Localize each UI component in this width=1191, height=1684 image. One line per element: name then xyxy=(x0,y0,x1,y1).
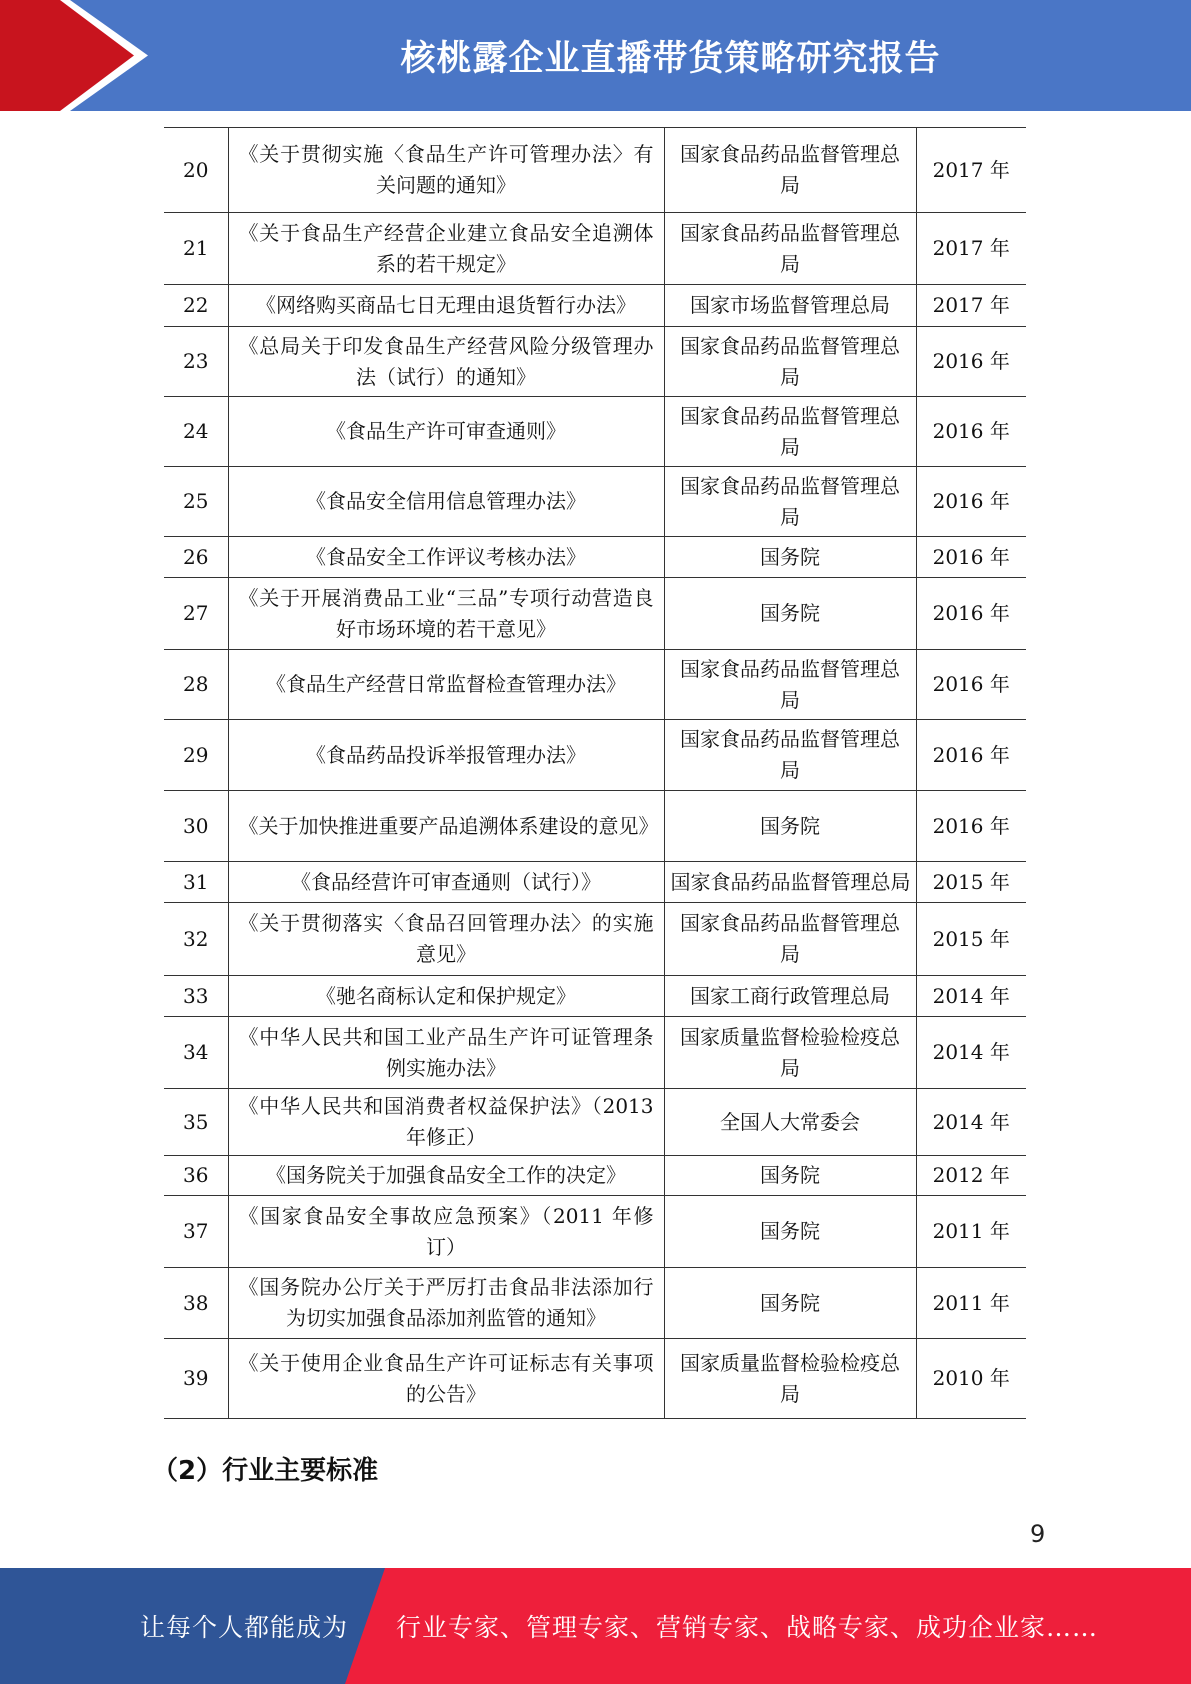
issue-year: 2017 年 xyxy=(916,285,1026,327)
issuing-authority: 国家食品药品监督管理总局 xyxy=(664,327,916,397)
regulations-table xyxy=(164,127,1026,1419)
regulation-title: 《关于开展消费品工业“三品”专项行动营造良好市场环境的若干意见》 xyxy=(228,578,664,650)
issuing-authority: 国务院 xyxy=(664,1196,916,1268)
regulation-title: 《关于使用企业食品生产许可证标志有关事项的公告》 xyxy=(228,1339,664,1419)
regulation-title: 《驰名商标认定和保护规定》 xyxy=(228,976,664,1017)
row-number: 39 xyxy=(164,1339,228,1419)
table-row xyxy=(164,903,1026,976)
row-number: 29 xyxy=(164,720,228,791)
row-number: 27 xyxy=(164,578,228,650)
regulation-title: 《国务院关于加强食品安全工作的决定》 xyxy=(228,1156,664,1196)
row-number: 30 xyxy=(164,791,228,862)
table-row xyxy=(164,1339,1026,1419)
header-banner xyxy=(0,0,1191,111)
table-row xyxy=(164,327,1026,397)
table-row xyxy=(164,213,1026,285)
regulation-title: 《食品安全信用信息管理办法》 xyxy=(228,467,664,537)
report-title: 核桃露企业直播带货策略研究报告 xyxy=(400,38,941,79)
issue-year: 2016 年 xyxy=(916,537,1026,578)
issue-year: 2017 年 xyxy=(916,128,1026,213)
row-number: 33 xyxy=(164,976,228,1017)
table-row xyxy=(164,128,1026,213)
issue-year: 2012 年 xyxy=(916,1156,1026,1196)
regulation-title: 《关于加快推进重要产品追溯体系建设的意见》 xyxy=(228,791,664,862)
footer-banner xyxy=(0,1568,1191,1684)
table-row xyxy=(164,397,1026,467)
issuing-authority: 国家食品药品监督管理总局 xyxy=(664,903,916,976)
regulation-title: 《关于食品生产经营企业建立食品安全追溯体系的若干规定》 xyxy=(228,213,664,285)
issue-year: 2016 年 xyxy=(916,720,1026,791)
issuing-authority: 国务院 xyxy=(664,1268,916,1339)
table-row xyxy=(164,1196,1026,1268)
issue-year: 2016 年 xyxy=(916,327,1026,397)
row-number: 28 xyxy=(164,650,228,720)
regulation-title: 《中华人民共和国工业产品生产许可证管理条例实施办法》 xyxy=(228,1017,664,1089)
row-number: 32 xyxy=(164,903,228,976)
regulations-table-wrapper xyxy=(164,127,1026,1419)
regulation-title: 《中华人民共和国消费者权益保护法》（2013 年修正） xyxy=(228,1089,664,1156)
issuing-authority: 国家食品药品监督管理总局 xyxy=(664,720,916,791)
issue-year: 2014 年 xyxy=(916,1017,1026,1089)
table-row xyxy=(164,650,1026,720)
table-row xyxy=(164,285,1026,327)
table-row xyxy=(164,1017,1026,1089)
issuing-authority: 国家食品药品监督管理总局 xyxy=(664,213,916,285)
issue-year: 2011 年 xyxy=(916,1196,1026,1268)
issuing-authority: 全国人大常委会 xyxy=(664,1089,916,1156)
issue-year: 2011 年 xyxy=(916,1268,1026,1339)
issue-year: 2014 年 xyxy=(916,976,1026,1017)
table-row xyxy=(164,578,1026,650)
table-row xyxy=(164,1089,1026,1156)
section-heading: （2）行业主要标准 xyxy=(152,1456,379,1486)
table-row xyxy=(164,1268,1026,1339)
table-row xyxy=(164,976,1026,1017)
table-row xyxy=(164,1156,1026,1196)
row-number: 36 xyxy=(164,1156,228,1196)
issue-year: 2010 年 xyxy=(916,1339,1026,1419)
page-number: 9 xyxy=(1030,1520,1046,1548)
issuing-authority: 国务院 xyxy=(664,1156,916,1196)
issue-year: 2016 年 xyxy=(916,397,1026,467)
table-row xyxy=(164,467,1026,537)
issuing-authority: 国家市场监督管理总局 xyxy=(664,285,916,327)
issuing-authority: 国务院 xyxy=(664,578,916,650)
issuing-authority: 国务院 xyxy=(664,791,916,862)
regulation-title: 《食品生产许可审查通则》 xyxy=(228,397,664,467)
issuing-authority: 国务院 xyxy=(664,537,916,578)
issue-year: 2016 年 xyxy=(916,791,1026,862)
row-number: 25 xyxy=(164,467,228,537)
row-number: 34 xyxy=(164,1017,228,1089)
chevron-arrow-icon xyxy=(0,0,160,111)
regulation-title: 《总局关于印发食品生产经营风险分级管理办法（试行）的通知》 xyxy=(228,327,664,397)
regulation-title: 《关于贯彻实施〈食品生产许可管理办法〉有关问题的通知》 xyxy=(228,128,664,213)
row-number: 21 xyxy=(164,213,228,285)
regulation-title: 《食品经营许可审查通则（试行）》 xyxy=(228,862,664,903)
issue-year: 2015 年 xyxy=(916,862,1026,903)
regulation-title: 《国务院办公厅关于严厉打击食品非法添加行为切实加强食品添加剂监管的通知》 xyxy=(228,1268,664,1339)
issuing-authority: 国家食品药品监督管理总局 xyxy=(664,650,916,720)
issuing-authority: 国家工商行政管理总局 xyxy=(664,976,916,1017)
row-number: 35 xyxy=(164,1089,228,1156)
issue-year: 2016 年 xyxy=(916,650,1026,720)
issuing-authority: 国家质量监督检验检疫总局 xyxy=(664,1339,916,1419)
row-number: 31 xyxy=(164,862,228,903)
row-number: 23 xyxy=(164,327,228,397)
regulation-title: 《国家食品安全事故应急预案》（2011 年修订） xyxy=(228,1196,664,1268)
issuing-authority: 国家食品药品监督管理总局 xyxy=(664,467,916,537)
row-number: 37 xyxy=(164,1196,228,1268)
issuing-authority: 国家质量监督检验检疫总局 xyxy=(664,1017,916,1089)
row-number: 22 xyxy=(164,285,228,327)
issue-year: 2016 年 xyxy=(916,578,1026,650)
footer-slogan-right: 行业专家、管理专家、营销专家、战略专家、成功企业家…… xyxy=(396,1613,1099,1642)
row-number: 24 xyxy=(164,397,228,467)
table-row xyxy=(164,791,1026,862)
issue-year: 2015 年 xyxy=(916,903,1026,976)
issuing-authority: 国家食品药品监督管理总局 xyxy=(664,128,916,213)
row-number: 38 xyxy=(164,1268,228,1339)
row-number: 26 xyxy=(164,537,228,578)
row-number: 20 xyxy=(164,128,228,213)
regulation-title: 《食品药品投诉举报管理办法》 xyxy=(228,720,664,791)
regulation-title: 《食品生产经营日常监督检查管理办法》 xyxy=(228,650,664,720)
issue-year: 2014 年 xyxy=(916,1089,1026,1156)
table-row xyxy=(164,862,1026,903)
regulation-title: 《网络购买商品七日无理由退货暂行办法》 xyxy=(228,285,664,327)
regulation-title: 《食品安全工作评议考核办法》 xyxy=(228,537,664,578)
issue-year: 2016 年 xyxy=(916,467,1026,537)
footer-slogan-left: 让每个人都能成为 xyxy=(140,1613,349,1642)
table-row xyxy=(164,537,1026,578)
table-row xyxy=(164,720,1026,791)
issue-year: 2017 年 xyxy=(916,213,1026,285)
issuing-authority: 国家食品药品监督管理总局 xyxy=(664,862,916,903)
regulation-title: 《关于贯彻落实〈食品召回管理办法〉的实施意见》 xyxy=(228,903,664,976)
issuing-authority: 国家食品药品监督管理总局 xyxy=(664,397,916,467)
